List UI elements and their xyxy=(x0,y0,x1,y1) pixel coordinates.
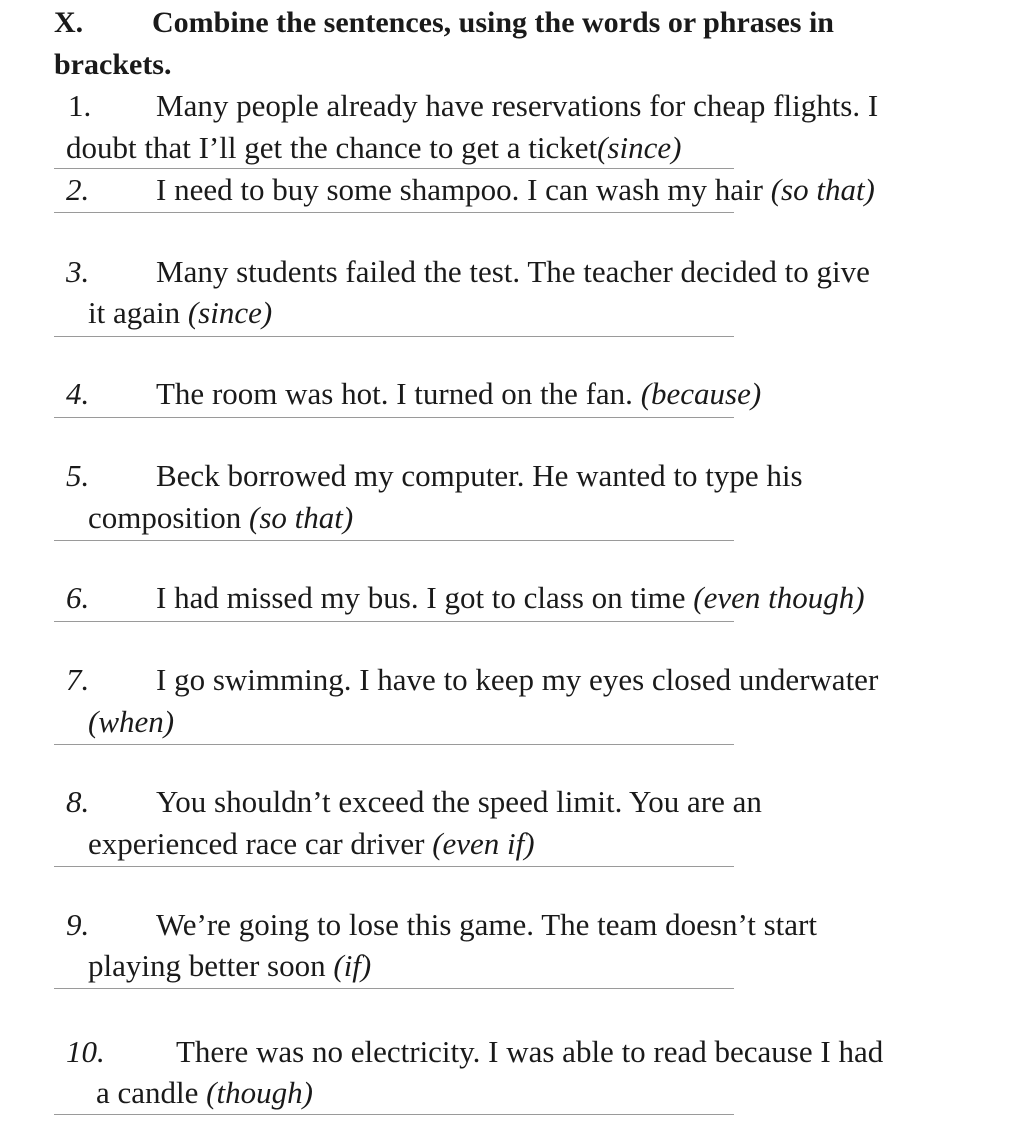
exercise-1-sentence-cont: doubt that I’ll get the chance to get a ticket xyxy=(66,130,598,165)
exercise-3-answer-line[interactable] xyxy=(54,336,734,337)
exercise-4-number: 4. xyxy=(66,376,90,411)
exercise-header xyxy=(54,2,994,86)
exercise-8-line-2 xyxy=(88,824,535,864)
exercise-9-answer-line[interactable] xyxy=(54,988,734,989)
exercise-9-number: 9. xyxy=(66,907,90,942)
exercise-8-sentence: You shouldn’t exceed the speed limit. You are an xyxy=(156,784,762,819)
exercise-5-sentence-cont: composition xyxy=(88,500,250,535)
exercise-1-number: 1. xyxy=(68,88,92,123)
exercise-3-number: 3. xyxy=(66,254,90,289)
exercise-9-sentence: We’re going to lose this game. The team doesn’t start xyxy=(156,907,817,942)
exercise-7-number: 7. xyxy=(66,662,90,697)
exercise-10-sentence-cont: a candle xyxy=(96,1075,207,1110)
exercise-5-line-2 xyxy=(88,498,353,538)
exercise-5-keyword: (so that) xyxy=(249,500,354,535)
exercise-1-sentence: Many people already have reservations for cheap flights. I xyxy=(156,88,879,123)
exercise-2-answer-line[interactable] xyxy=(54,212,734,213)
exercise-8-keyword: (even if) xyxy=(432,826,535,861)
section-marker: X. xyxy=(54,6,84,39)
exercise-6-sentence: I had missed my bus. I got to class on time xyxy=(156,580,694,615)
exercise-1-answer-line[interactable] xyxy=(54,168,734,169)
exercise-2-sentence: I need to buy some shampoo. I can wash my hair xyxy=(156,172,771,207)
exercise-5-answer-line[interactable] xyxy=(54,540,734,541)
exercise-2-number: 2. xyxy=(66,172,90,207)
exercise-8-line-1 xyxy=(66,782,762,822)
exercise-4-sentence: The room was hot. I turned on the fan. xyxy=(156,376,641,411)
exercise-9-line-1 xyxy=(66,905,817,945)
exercise-3-sentence: Many students failed the test. The teacher decided to give xyxy=(156,254,870,289)
exercise-5-sentence: Beck borrowed my computer. He wanted to type his xyxy=(156,458,803,493)
exercise-4-line-1 xyxy=(66,374,761,414)
exercise-9-sentence-cont: playing better soon xyxy=(88,948,334,983)
exercise-10-line-1 xyxy=(66,1032,883,1072)
exercise-4-keyword: (because) xyxy=(640,376,762,411)
exercise-2-keyword: (so that) xyxy=(770,172,875,207)
exercise-6-number: 6. xyxy=(66,580,90,615)
exercise-8-answer-line[interactable] xyxy=(54,866,734,867)
exercise-6-keyword: (even though) xyxy=(693,580,865,615)
exercise-3-line-2 xyxy=(88,293,272,333)
exercise-10-sentence: There was no electricity. I was able to read because I had xyxy=(176,1034,884,1069)
exercise-4-answer-line[interactable] xyxy=(54,417,734,418)
exercise-7-keyword: (when) xyxy=(88,704,175,739)
exercise-6-line-1 xyxy=(66,578,865,618)
exercise-6-answer-line[interactable] xyxy=(54,621,734,622)
instruction-line-1: Combine the sentences, using the words or phrases in xyxy=(152,6,834,39)
exercise-10-answer-line[interactable] xyxy=(54,1114,734,1115)
exercise-7-line-2 xyxy=(88,702,174,742)
exercise-3-line-1 xyxy=(66,252,870,292)
exercise-9-line-2 xyxy=(88,946,371,986)
exercise-7-answer-line[interactable] xyxy=(54,744,734,745)
exercise-10-number: 10. xyxy=(66,1034,105,1069)
instruction-line-2: brackets. xyxy=(54,48,172,81)
exercise-7-line-1 xyxy=(66,660,878,700)
exercise-1-line-2 xyxy=(66,128,681,168)
exercise-3-keyword: (since) xyxy=(187,295,273,330)
exercise-2-line-1 xyxy=(66,170,875,210)
exercise-1-line-1 xyxy=(68,86,878,126)
exercise-5-number: 5. xyxy=(66,458,90,493)
exercise-10-line-2 xyxy=(96,1073,313,1113)
exercise-8-sentence-cont: experienced race car driver xyxy=(88,826,433,861)
exercise-8-number: 8. xyxy=(66,784,90,819)
exercise-1-keyword: (since) xyxy=(597,130,682,165)
exercise-10-keyword: (though) xyxy=(206,1075,313,1110)
exercise-7-sentence: I go swimming. I have to keep my eyes closed underwater xyxy=(156,662,879,697)
exercise-5-line-1 xyxy=(66,456,803,496)
exercise-9-keyword: (if) xyxy=(333,948,372,983)
exercise-3-sentence-cont: it again xyxy=(88,295,188,330)
